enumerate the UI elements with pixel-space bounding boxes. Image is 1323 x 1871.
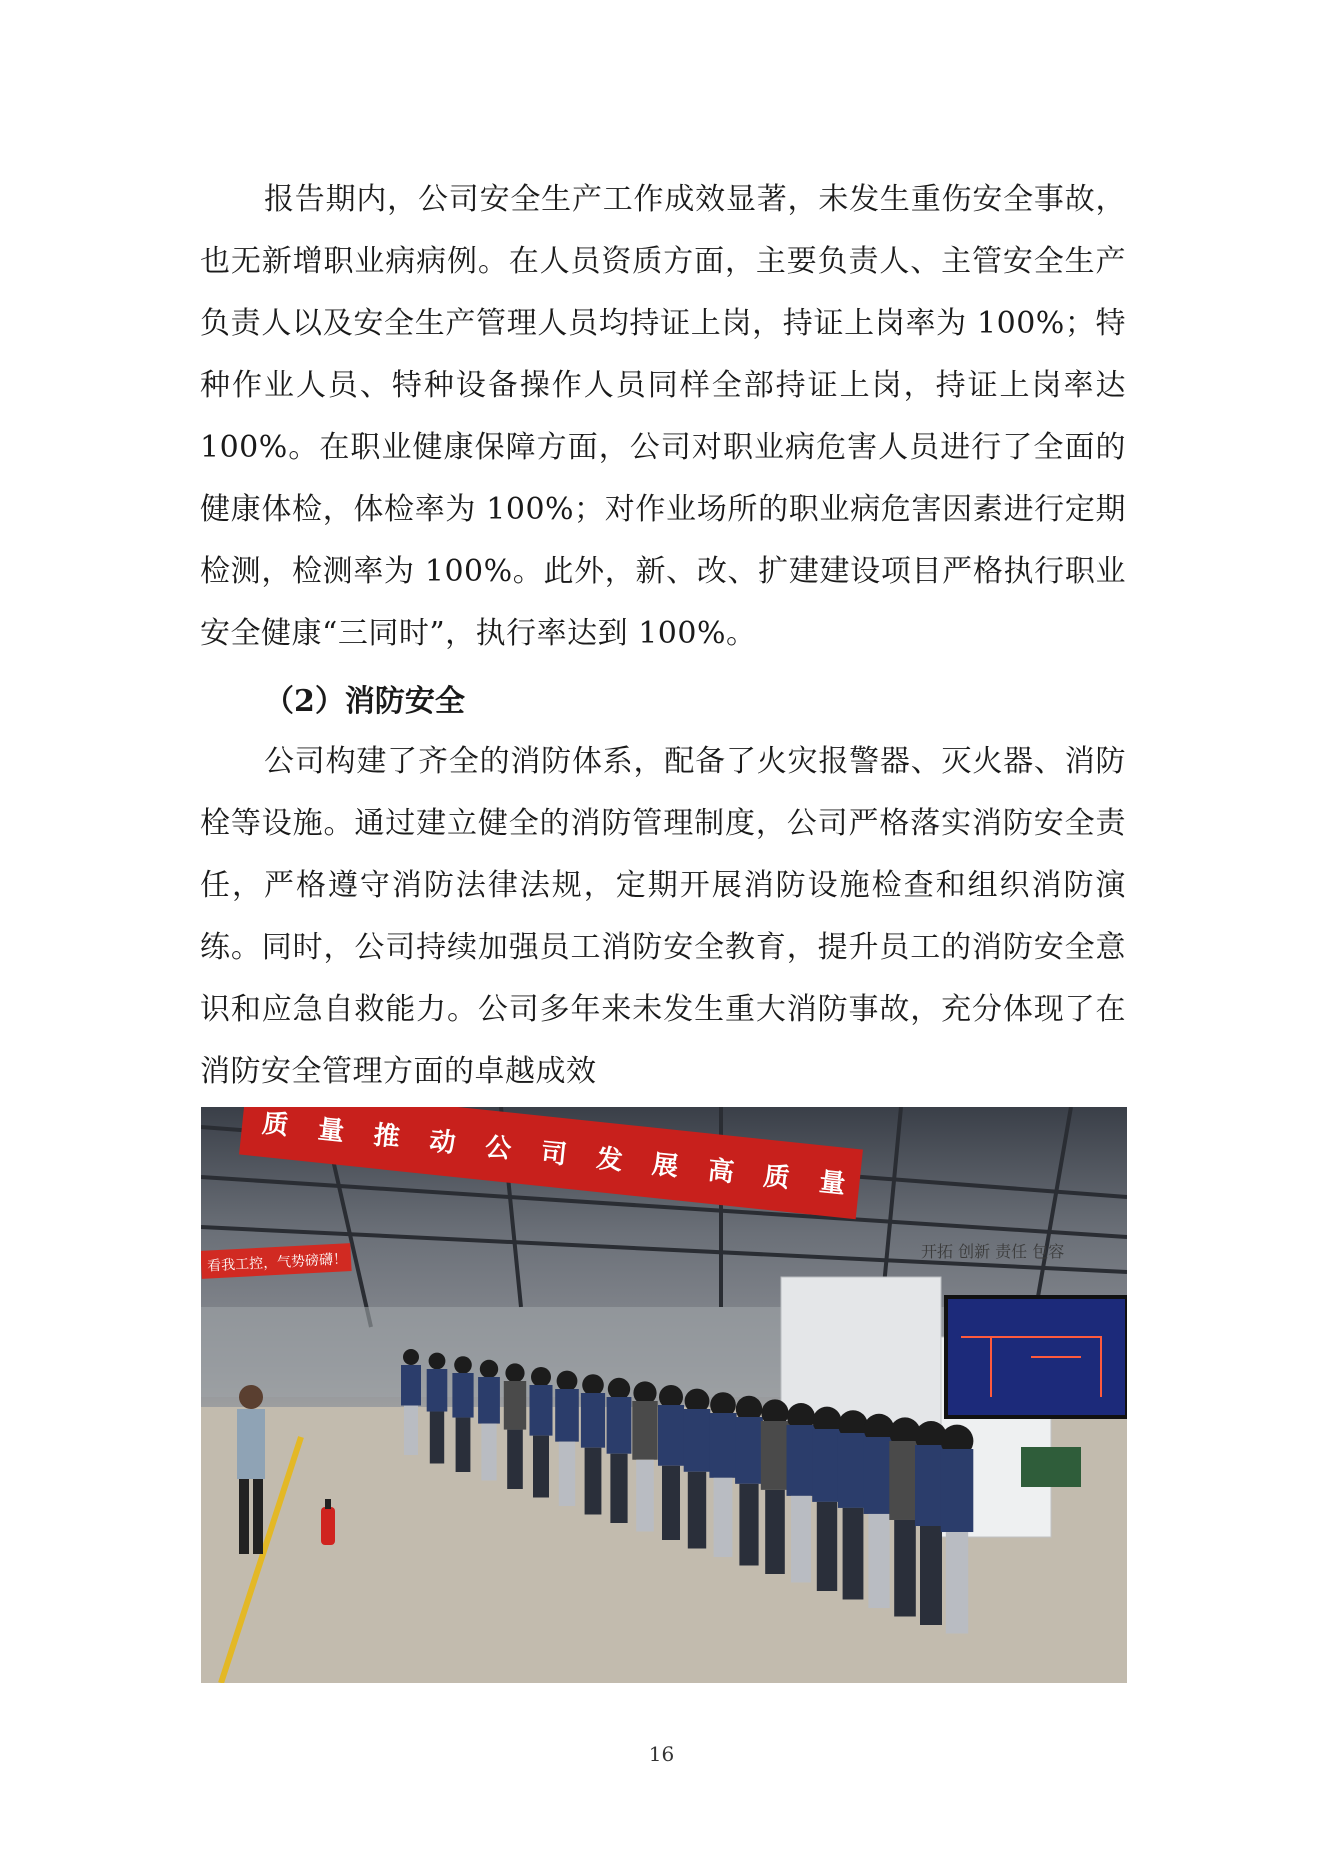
banner-char: 量	[316, 1114, 346, 1148]
banner-char: 发	[594, 1143, 624, 1177]
paragraph-safety-results	[200, 169, 1126, 665]
banner-char: 质	[762, 1161, 792, 1194]
display-board	[1021, 1447, 1081, 1487]
paragraph-fire-system	[200, 731, 1126, 1103]
banner-char: 高	[706, 1155, 736, 1189]
page-number: 16	[648, 1742, 675, 1766]
banner-char: 公	[483, 1132, 513, 1165]
fire-drill-photo	[201, 1107, 1127, 1683]
wall-slogan-text: 开拓 创新 责任 包容	[921, 1242, 1065, 1261]
section-heading-fire-safety: （2）消防安全	[264, 684, 465, 719]
banner-char: 司	[539, 1138, 569, 1171]
banner-char: 质	[260, 1108, 290, 1142]
paragraph-text: 公司构建了齐全的消防体系，配备了火灾报警器、灭火器、消防栓等设施。通过建立健全的消防管理制度，公司严格落实消防安全责任，严格遵守消防法律法规，定期开展消防设施检查和组织消防演练。同时，公司持续加强员工消防安全教育，提升员工的消防安全意识和应急自救能力。公司多年来未发生重大消防事故，充分体现了在消防安全管理方面的卓越成效	[200, 744, 1126, 1089]
banner-char: 动	[427, 1126, 457, 1159]
side-banner-text: 看我工控，气势磅礴！	[206, 1251, 348, 1275]
banner-char: 展	[650, 1149, 680, 1183]
banner-char: 量	[817, 1167, 847, 1200]
banner-char: 推	[372, 1120, 402, 1154]
photo-illustration	[201, 1107, 1127, 1683]
paragraph-text: 报告期内，公司安全生产工作成效显著，未发生重伤安全事故，也无新增职业病病例。在人员资质方面，主要负责人、主管安全生产负责人以及安全生产管理人员均持证上岗，持证上岗率为 100%；特种作业人员、特种设备操作人员同样全部持证上岗，持证上岗率达 100%。在职业健康保障方面，公司对职业病危害人员进行了全面的健康体检，体检率为 100%；对作业场所的职业病危害因素进行定期检测，检测率为 100%。此外，新、改、扩建建设项目严格执行职业安全健康“三同时”，执行率达到 100%。	[200, 182, 1126, 651]
